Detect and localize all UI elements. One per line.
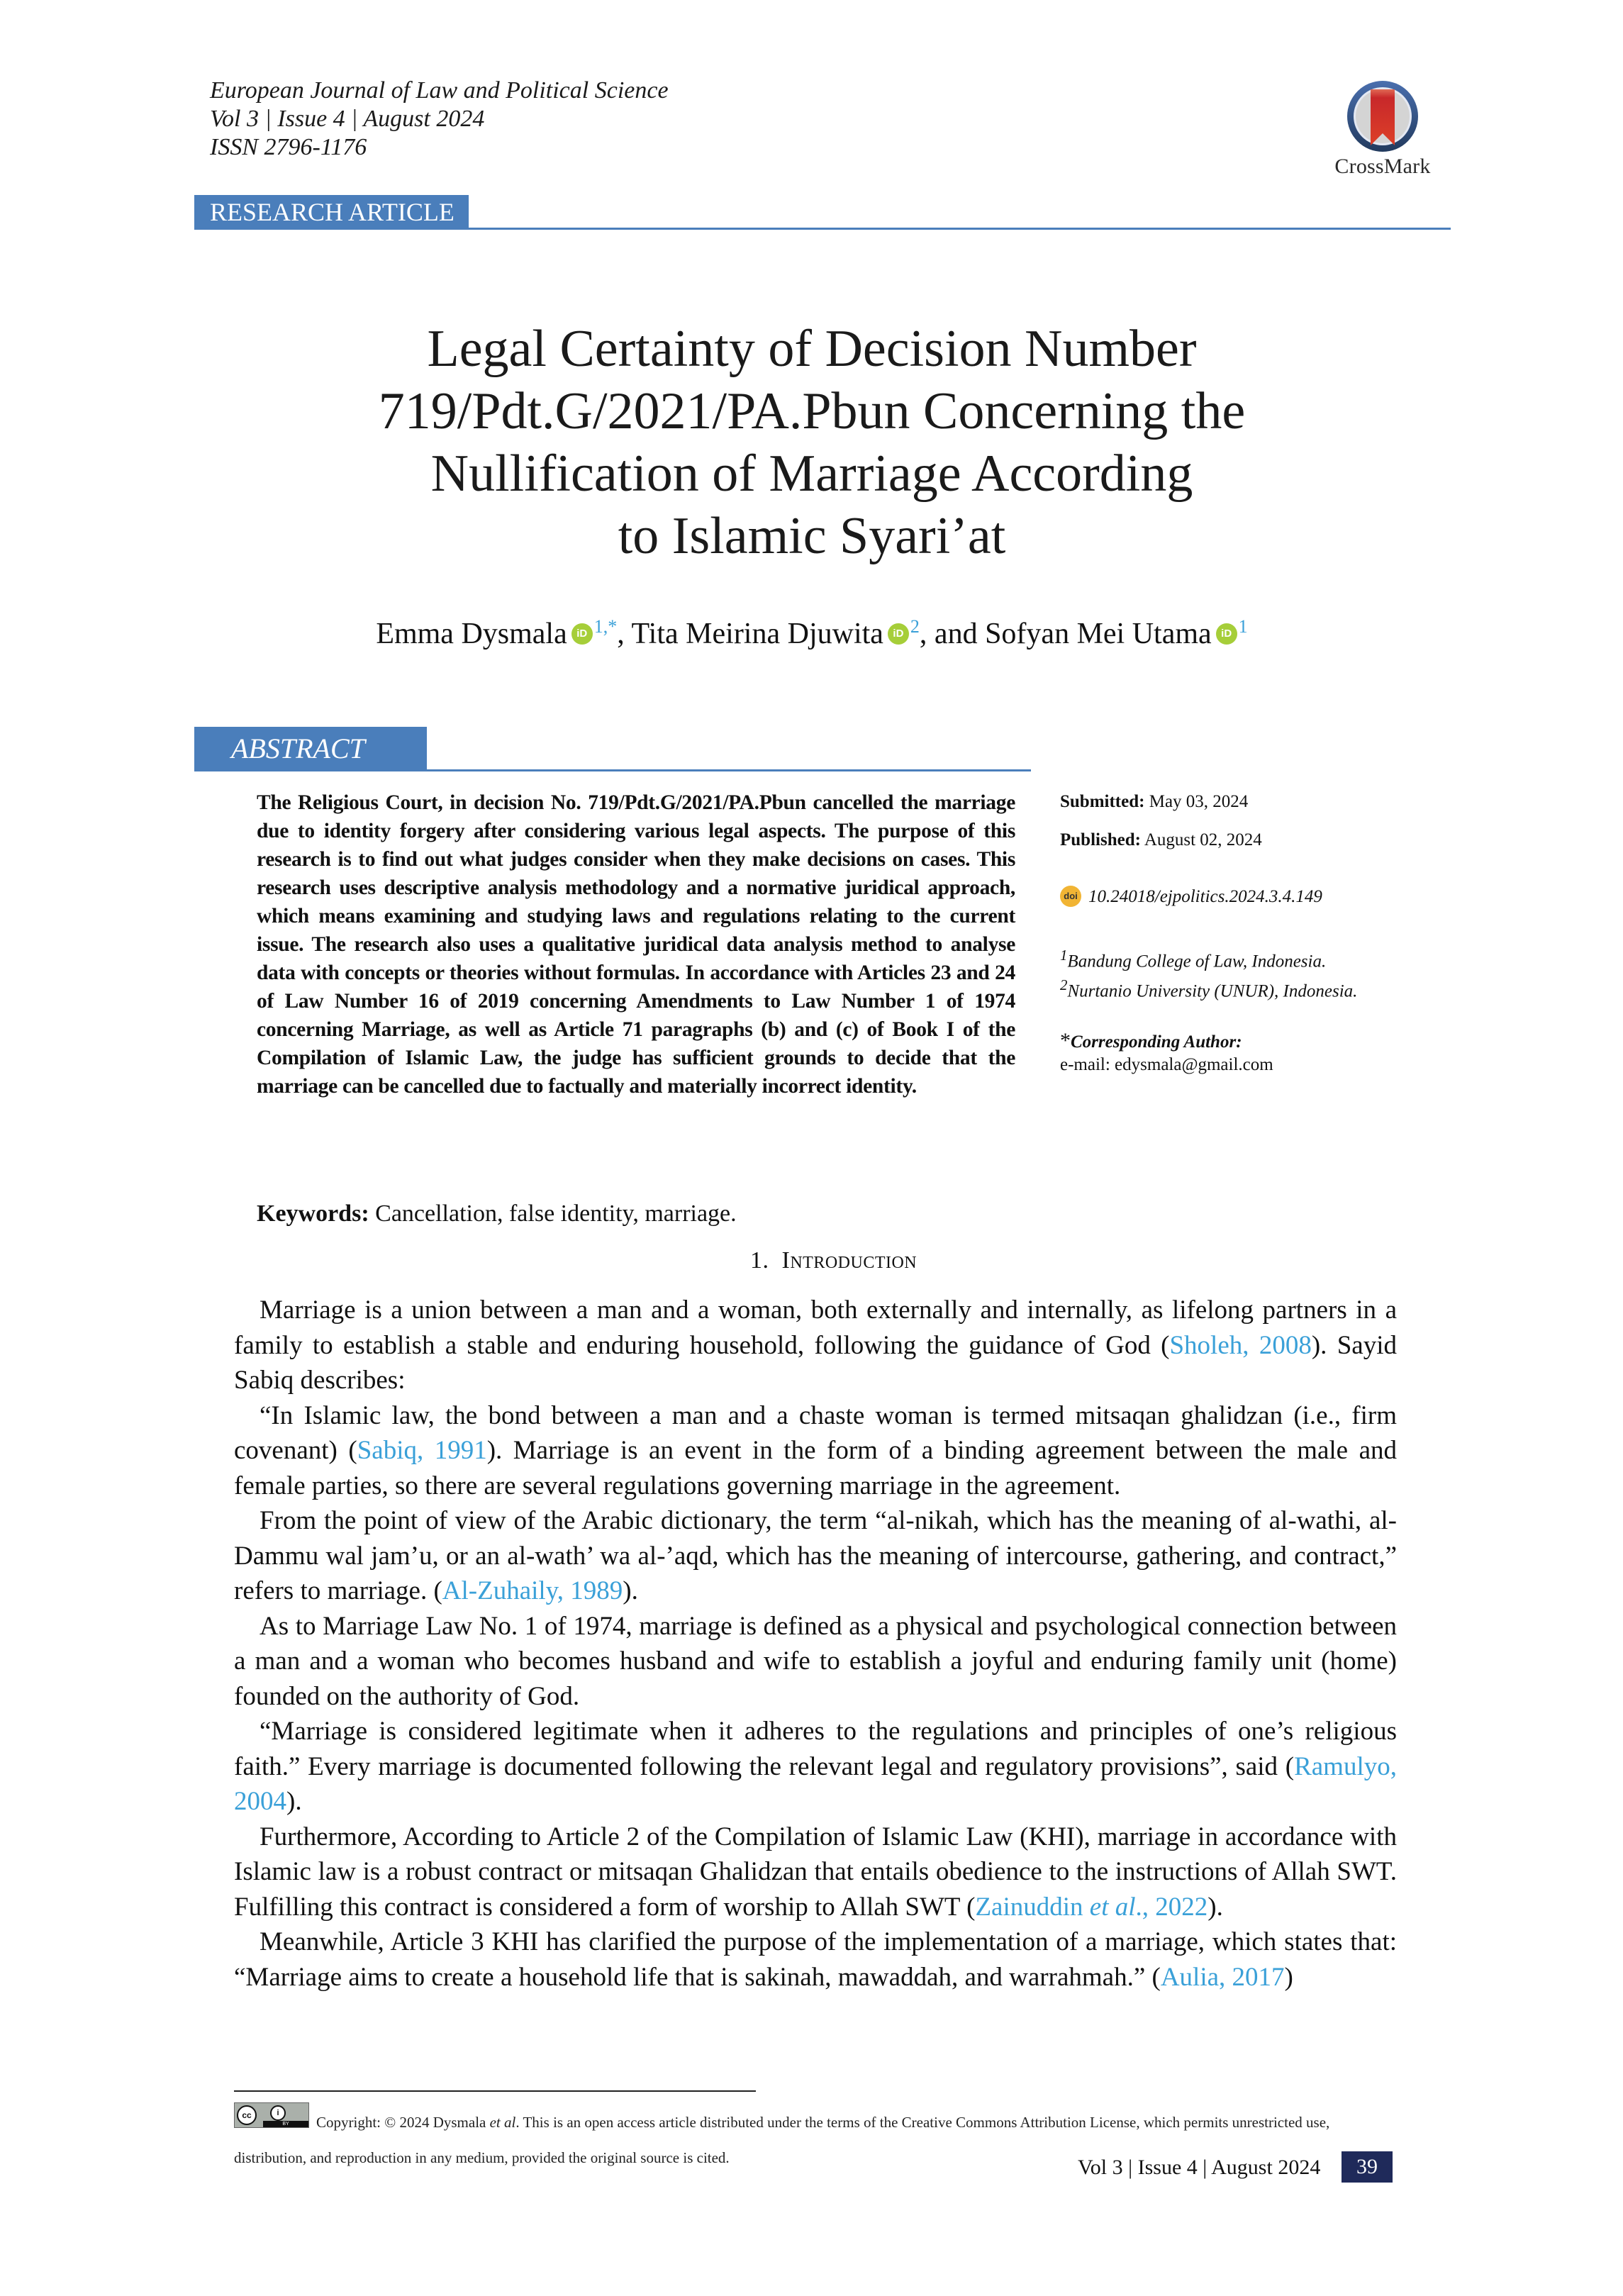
affiliation-text: Bandung College of Law, Indonesia. [1067, 952, 1327, 971]
title-line: Nullification of Marriage According [430, 445, 1193, 503]
paragraph [234, 1398, 1397, 1504]
journal-volume: Vol 3 | Issue 4 | August 2024 [210, 106, 485, 132]
paragraph [234, 1819, 1397, 1925]
author-list [213, 615, 1411, 652]
corresponding-email[interactable]: e-mail: edysmala@gmail.com [1060, 1054, 1273, 1074]
cc-icon: cc [237, 2105, 257, 2125]
page-number: 39 [1342, 2151, 1393, 2183]
crossmark-label: CrossMark [1334, 155, 1431, 178]
crossmark-badge[interactable] [1333, 79, 1432, 179]
section-title: Introduction [781, 1247, 918, 1274]
corresponding-label: Corresponding Author: [1071, 1032, 1242, 1052]
paragraph-text: Marriage is a union between a man and a woman, both externally and internally, as lifelong partners in a family to establish a stable and enduring household, following the guidance of God ( [234, 1295, 1397, 1360]
paragraph [234, 1714, 1397, 1819]
affiliation-text: Nurtanio University (UNUR), Indonesia. [1067, 981, 1358, 1001]
affiliation-mark: 1 [1060, 947, 1068, 964]
section-heading [750, 1247, 917, 1275]
paragraph [234, 1924, 1397, 1995]
orcid-icon[interactable]: iD [888, 623, 909, 645]
affiliation-mark: 2 [1060, 976, 1068, 993]
paragraph [234, 1503, 1397, 1609]
published-date: August 02, 2024 [1144, 830, 1262, 849]
author-name: Tita Meirina Djuwita [631, 618, 883, 650]
paragraph-text: ). [1208, 1892, 1223, 1922]
article-type-badge: RESEARCH ARTICLE [194, 195, 469, 229]
submitted-row [1060, 791, 1485, 813]
doi-icon: doi [1060, 886, 1081, 907]
paragraph-text: Meanwhile, Article 3 KHI has clarified the purpose of the implementation of a marriage, which states that: “Marriage aims to create a household life that is sakinah, mawaddah, and warrahmah.” ( [234, 1927, 1397, 1992]
title-line: Legal Certainty of Decision Number [427, 320, 1197, 378]
affiliation-mark[interactable]: 2 [910, 616, 920, 637]
citation-link[interactable] [975, 1893, 1208, 1922]
paragraph-text: ). [286, 1787, 302, 1816]
section-number: 1. [750, 1247, 769, 1274]
citation-link[interactable]: Sabiq, 1991 [357, 1436, 487, 1465]
crossmark-icon [1346, 79, 1420, 153]
citation-link[interactable]: Sholeh, 2008 [1169, 1330, 1312, 1360]
citation-link[interactable]: Al-Zuhaily, 1989 [442, 1576, 623, 1605]
by-label: BY [263, 2121, 308, 2127]
submitted-date: May 03, 2024 [1149, 792, 1249, 811]
paragraph-text: ) [1284, 1962, 1293, 1992]
journal-name: European Journal of Law and Political Science [210, 77, 669, 104]
affiliation-item [1060, 944, 1485, 973]
copyright-text: Copyright: © 2024 Dysmala [316, 2114, 490, 2131]
paragraph-text: “Marriage is considered legitimate when it adheres to the regulations and principles of one’s religious faith.” Every marriage is documented following the relevant legal and regulatory provisions”, said ( [234, 1717, 1397, 1781]
citation-link[interactable]: Aulia, 2017 [1160, 1962, 1285, 1992]
published-row [1060, 829, 1485, 852]
abstract-divider [194, 769, 1031, 771]
journal-header [210, 77, 669, 162]
journal-issn: ISSN 2796-1176 [210, 134, 367, 160]
copyright-etal: et al [489, 2114, 516, 2131]
paragraph-text: Furthermore, According to Article 2 of the Compilation of Islamic Law (KHI), marriage in accordance with Islamic law is a robust contract or mitsaqan Ghalidzan that entails obedience to the instructions of Allah SWT. Fulfilling this contract is considered a form of worship to Allah SWT ( [234, 1822, 1397, 1922]
body-text [234, 1293, 1397, 1995]
paragraph-text: ). [623, 1576, 638, 1605]
abstract-text: The Religious Court, in decision No. 719/Pdt.G/2021/PA.Pbun cancelled the marriage due to identity forgery after considering various legal aspects. The purpose of this research is to find out what judges consider when they make decisions on cases. This research uses descriptive analysis methodology and a normative juridical approach, which means examining and studying laws and regulations relating to the current issue. The research also uses a qualitative juridical data analysis method to analyse data with concepts or theories without formulas. In accordance with Articles 23 and 24 of Law Number 16 of 2019 concerning Amendments to Law Number 1 of 1974 concerning Marriage, as well as Article 71 paragraphs (b) and (c) of Book I of the Compilation of Islamic Law, the judge has sufficient grounds to decide that the marriage can be cancelled due to factually and materially incorrect identity. [257, 791, 1015, 1098]
attribution-icon: i [270, 2105, 286, 2121]
affiliation-item [1060, 974, 1485, 1003]
title-line: 719/Pdt.G/2021/PA.Pbun Concerning the [378, 382, 1246, 440]
title-line: to Islamic Syari’at [618, 507, 1006, 565]
author-separator: , and [919, 618, 986, 650]
header-divider [194, 228, 1451, 230]
keywords-text: Cancellation, false identity, marriage. [369, 1200, 737, 1227]
citation-author: Zainuddin [975, 1892, 1090, 1922]
paragraph-text: ). Marriage is an event in the form of a binding agreement between the male and female parties, so there are several regulations governing marriage in the agreement. [234, 1436, 1397, 1500]
article-info [1060, 791, 1485, 1076]
paper-title [213, 318, 1411, 567]
published-label: Published: [1060, 830, 1141, 849]
keywords [257, 1200, 737, 1228]
asterisk-mark: * [1060, 1028, 1071, 1052]
paragraph-text: From the point of view of the Arabic dictionary, the term “al-nikah, which has the meaning of al-wathi, al-Dammu wal jam’u, or an al-wath’ wa al-’aqd, which has the meaning of intercourse, gathering, and contract,” refers to marriage. ( [234, 1506, 1397, 1605]
copyright-text: . This is an open access article distributed under the terms of the Creative Commons Attribution License, which permits unrestricted use, distribution, and reproduction in any medium, provided the original source is cited. [234, 2114, 1330, 2166]
author-name: Sofyan Mei Utama [985, 618, 1212, 650]
paragraph [234, 1609, 1397, 1715]
author-name: Emma Dysmala [376, 618, 567, 650]
affiliation-mark[interactable]: 1,* [593, 616, 618, 637]
author-separator: , [617, 618, 632, 650]
doi-link[interactable]: 10.24018/ejpolitics.2024.3.4.149 [1088, 887, 1322, 906]
corresponding-author [1060, 1030, 1485, 1054]
paragraph-text: ). Sayid Sabiq describes: [234, 1330, 1397, 1395]
abstract-heading: ABSTRACT [194, 727, 427, 771]
citation-etal: et al [1089, 1892, 1136, 1922]
citation-year: ., 2022 [1135, 1892, 1208, 1922]
paragraph [234, 1293, 1397, 1398]
paragraph-text: As to Marriage Law No. 1 of 1974, marriage is defined as a physical and psychological connection between a man and a woman who becomes husband and wife to establish a joyful and enduring family unit (home) founded on the authority of God. [234, 1611, 1397, 1711]
keywords-label: Keywords: [257, 1200, 369, 1227]
footer-issue-line: Vol 3 | Issue 4 | August 2024 [1078, 2156, 1321, 2179]
paragraph-text: “In Islamic law, the bond between a man and a chaste woman is termed mitsaqan ghalidzan (i.e., firm covenant) ( [234, 1400, 1397, 1465]
citation-link[interactable]: Ramulyo, 2004 [234, 1751, 1397, 1816]
affiliation-mark[interactable]: 1 [1238, 616, 1248, 637]
submitted-label: Submitted: [1060, 792, 1145, 811]
orcid-icon[interactable]: iD [571, 623, 593, 645]
orcid-icon[interactable]: iD [1216, 623, 1237, 645]
footnote-divider [234, 2090, 756, 2092]
doi-row [1060, 886, 1485, 908]
